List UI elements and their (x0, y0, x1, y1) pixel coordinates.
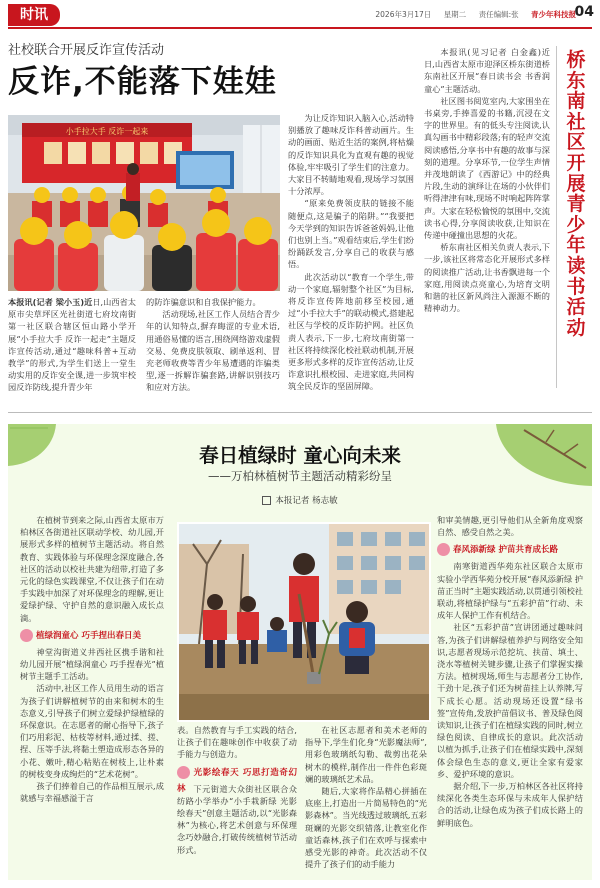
page-number: 04 (574, 4, 594, 20)
article3-reporter: 本报记者 杨志敏 (0, 494, 600, 506)
article3-text: 和审美情趣,更引导他们从全新角度观察自然、感受自然之美。 (437, 515, 583, 538)
article1-text: “原来免费领皮肤的链接不能随便点,这是骗子的陷阱。”“我要把今天学到的知识告诉爸爸妈妈,让他们也别上当。”观看结束后,学生们纷纷踊跃发言,分享自己的收获与感悟。 (288, 198, 414, 270)
article1-col1 (8, 296, 136, 394)
section-divider (8, 412, 592, 413)
article2-vertical-title: 桥东南社区开展青少年读书活动 (566, 49, 586, 339)
article1-photo (8, 115, 280, 291)
column-divider (556, 46, 557, 388)
issue-date: 2026年3月17日 (375, 10, 432, 19)
article1-headline: 反诈,不能落下娃娃 (8, 64, 277, 100)
article3-text: 南寒街道西华苑东社区联合太原市实验小学西华苑分校开展“春风添新绿 护苗正当时”主题实践活动,以贯通引领校社联动,将植绿护绿与“五彩护苗”行动、未成年人保护工作有机结合。 (437, 561, 583, 621)
article3-col1 (20, 514, 164, 804)
article3-text: 活动中,社区工作人员用生动的语言为孩子们讲解植树节的由来和树木的生态意义,引导孩子们树立爱绿护绿植绿的环保意识。在志愿者的耐心指导下,孩子们巧用彩泥、枯枝等材料,通过揉、搓、捏、压等手法,将黏土塑造成形态各异的小花、嫩叶,精心粘贴在树枝上,让朴素的树枝变身成绚烂的“艺术花树”。 (20, 683, 164, 779)
article3-col2 (177, 724, 297, 856)
article1-text: 的防诈骗意识和自我保护能力。 (146, 297, 261, 307)
article2-byline: 本报讯(见习记者 白金鑫)近日,山西省太原市迎泽区桥东街道桥东南社区开展“春日读书会 书香润童心”主题活动。 (424, 47, 550, 94)
article3-text: 社区“五彩护苗”宣讲团通过趣味问答,为孩子们讲解绿植养护与网络安全知识,志愿者现场示范挖坑、扶苗、填土、浇水等植树关键步骤,让孩子们掌握实操方法。植树现场,师生与志愿者分工协作,干劲十足,孩子们还为树苗挂上认养牌,写下成长心愿。活动现场还设置“绿书签”宣传角,发放护苗倡议书、普及绿色阅读知识,让孩子们在植绿实践的同时,树立绿色阅读、自律成长的意识。此次活动以植为抓手,让孩子们在植绿实践中,深刻体会绿色生态的意义,更让全家有爱家乡、爱护环境的意识。 (437, 622, 583, 779)
article3-text: 在植树节到来之际,山西省太原市万柏林区各街道社区联动学校、幼儿园,开展形式多样的植树节主题活动。将自然教育、实践体验与环保理念深度融合,各社区的活动以校社共建为纽带,打造了多元化的绿色实践课堂,不仅让孩子们在动手实践中加深了对环保理念的理解,更让爱绿护绿、守护自然的意识融入成长点滴。 (20, 515, 164, 623)
article1-subhead: 社校联合开展反诈宣传活动 (8, 43, 165, 58)
article3-text: 孩子们捧着自己的作品相互展示,成就感与幸福感溢于言 (20, 781, 164, 804)
article1-text: 活动现场,社区工作人员结合青少年的认知特点,摒弃晦涩的专业术语,用通俗易懂的语言,围绕网络游戏虚假交易、免费皮肤领取、刷单返利、冒充老师收费等青少年易遭遇的诈骗类型,逐一拆解诈骗套路,讲解识别技巧和应对方法。 (146, 309, 280, 393)
article3-section-heading: 植绿润童心 巧手捏出春日美 (20, 628, 164, 644)
article3-col4 (437, 514, 583, 829)
article1-col2 (146, 296, 280, 394)
article3-text: 表。自然教育与手工实践的结合,让孩子们在趣味创作中收获了动手能力与创造力。 (177, 725, 297, 760)
banner-text: 小手拉大手 反诈一起来 (65, 127, 149, 136)
paper-name: 青少年科技报 (531, 10, 576, 19)
article3-col3 (305, 724, 427, 870)
article3-text: 在社区志愿者和美术老师的指导下,学生们化身“光影魔法师”,用彩色玻璃纸勾勒、裁剪出花朵树木的模样,制作出一件件色彩斑斓的玻璃纸艺术品。 (305, 725, 427, 784)
flower-bullet-icon (437, 543, 450, 556)
article1-text: 为让反诈知识入脑入心,活动特别播放了趣味反诈科普动画片。生动的画面、贴近生活的案例,将枯燥的反诈知识具化为直观有趣的视觉体验,牢牢吸引了学生们的注意力。大家目不转睛地观看,现场学习氛围十分浓厚。 (288, 113, 414, 197)
article3-section-heading: 光影绘春天 巧思打造奇幻林 (177, 767, 297, 794)
article3-title: 春日植绿时 童心向未来 (199, 444, 401, 467)
article3-subtitle: ——万柏林植树节主题活动精彩纷呈 (208, 469, 392, 483)
article2-body (424, 46, 550, 314)
article2-text: 社区图书阅览室内,大家围坐在书桌旁,手捧喜爱的书籍,沉浸在文字的世界里。有的低头专注阅读,认真勾画书中精彩段落;有的轻声交流阅读感悟,分享书中有趣的故事与深刻的道理。分享环节,一位学生声情并茂地朗读了《西游记》中的经典片段,生动的演绎让在场的小伙伴们听得津津有味,现场不时响起阵阵掌声。大家在轻松愉悦的氛围中,交流读书心得,分享阅读收获,让知识在传递中碰撞出思想的火花。 (424, 95, 550, 241)
classroom-photo (8, 115, 280, 291)
editor: 责任编辑:张 (478, 10, 519, 19)
flower-bullet-icon (177, 766, 190, 779)
article1-text: 此次活动以“教育一个学生,带动一个家庭,辐射整个社区”为目标,将反诈宣传阵地前移至校园,通过“小手拉大手”的联动模式,搭建起社区与学校的反诈防护网。社区负责人表示,下一步,七府坟南街第一社区将持续深化校社联动机制,开展更多形式多样的反诈宣传活动,让反诈意识扎根校园、走进家庭,共同构筑全民反诈的坚固屏障。 (288, 271, 414, 392)
header-meta (365, 9, 576, 20)
article2-text: 桥东南社区相关负责人表示,下一步,该社区将常态化开展形式多样的阅读推广活动,让书香飘进每一个家庭,用阅读点亮童心,为培育文明和谐的社区新风尚注入源源不断的精神动力。 (424, 242, 550, 314)
article1-text: 日,山西省太原市尖草坪区光社街道七府坟南街第一社区联合辖区恒山路小学开展“小手拉大手 反诈一起走”主题反诈宣传活动,通过“趣味科普+互动教学”的形式,为学生们送上一堂生动实用的反诈安全课,进一步筑牢校园反诈防线,提升青少年 (8, 297, 136, 393)
article3-photo (177, 522, 431, 722)
tree-planting-photo (179, 524, 429, 720)
article3-text: 下元街道大众街社区联合众纺路小学举办“小手栽新绿 光影绘春天”创意主题活动,以“光影森林”为核心,将艺术创意与环保理念巧妙融合,打破传统植树节活动形式。 (177, 783, 297, 855)
article3-text: 据介绍,下一步,万柏林区各社区将持续深化各类生态环保与未成年人保护结合的活动,让绿色成为孩子们成长路上的鲜明底色。 (437, 781, 583, 828)
flower-bullet-icon (20, 629, 33, 642)
section-tag: 时讯 (8, 4, 60, 26)
issue-weekday: 星期二 (443, 10, 467, 19)
article3-text: 神堂沟街道义井西社区携手谐和社幼儿园开展“植绿润童心 巧手捏春光”植树节主题手工活动。 (20, 646, 164, 682)
article3-section-heading: 春风添新绿 护苗共育成长路 (437, 542, 583, 558)
article1-col3 (288, 112, 414, 393)
square-bullet-icon (262, 496, 271, 505)
article1-byline: 本报讯(记者 梁小玉)近 (8, 297, 93, 307)
article3-text: 随后,大家将作品精心拼插在底座上,打造出一片简易特色的“光影森林”。当光线透过玻璃纸,五彩斑斓的光影交织错落,让教室化作童话森林,孩子们在欢呼与探索中感受光影的神奇。此次活动不仅提升了孩子们的动手能力 (305, 786, 427, 870)
header-rule (8, 27, 592, 29)
